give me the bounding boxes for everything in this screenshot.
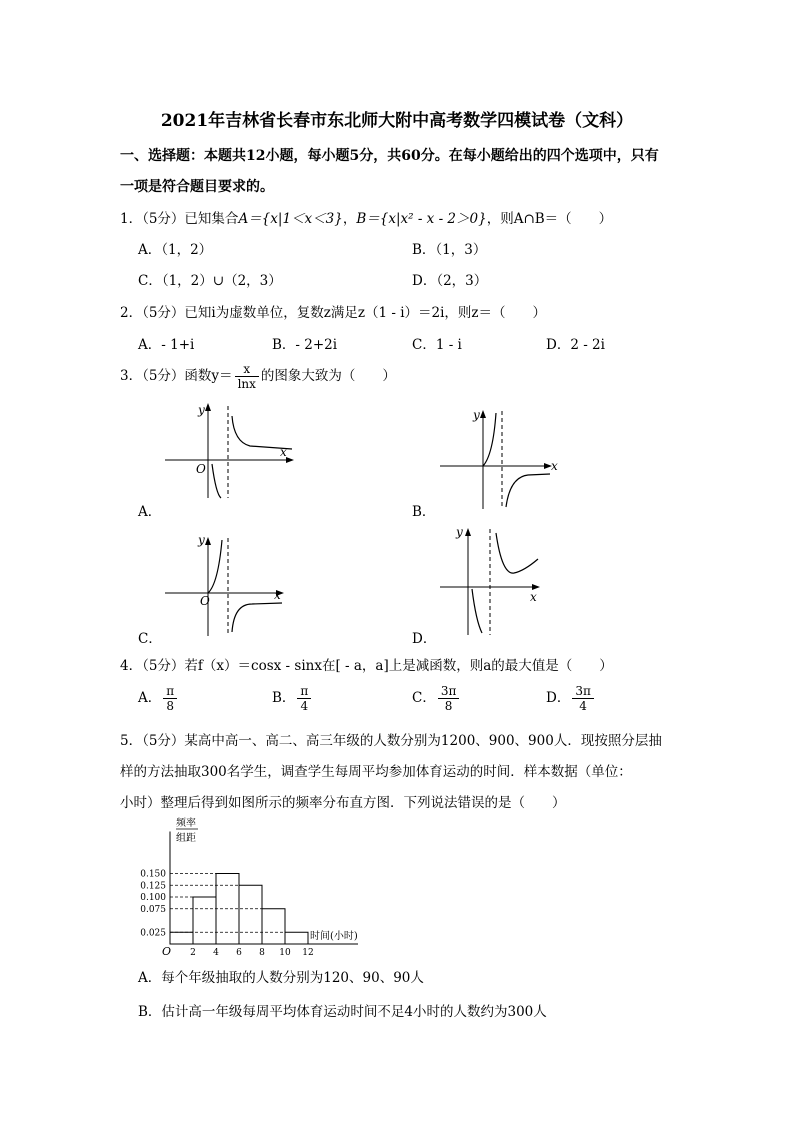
q5-option-b[interactable]: B．估计高一年级每周平均体育运动时间不足4小时的人数约为300人 (138, 1004, 547, 1020)
histogram-x-tick: 4 (213, 948, 219, 958)
q4-option-b-label: B． (272, 690, 296, 706)
q1-option-a[interactable]: A．（1，2） (138, 242, 213, 258)
q4-c-num: 3π (438, 684, 460, 699)
q4-option-c-fraction (438, 684, 460, 713)
q1-option-b[interactable]: B．（1，3） (412, 242, 487, 258)
histogram-y-tick: 0.125 (140, 881, 166, 892)
q3-option-b[interactable]: B． (412, 504, 436, 520)
histogram-bar (262, 909, 285, 944)
q4-option-c[interactable] (412, 684, 461, 713)
histogram-bar (285, 932, 308, 944)
histogram-x-tick: 10 (279, 948, 291, 958)
q3-fraction-num: x (235, 362, 259, 377)
question-4: 4．（5分）若f（x）＝cosx - sinx在[ - a，a]上是减函数，则a的最大值是（ ） (120, 658, 613, 674)
histogram-bar (239, 885, 262, 944)
frequency-histogram (138, 815, 373, 960)
q2-option-b[interactable]: B．- 2+2i (272, 337, 338, 353)
histogram-x-tick: 12 (302, 948, 314, 958)
q3-fraction-den: lnx (237, 377, 256, 391)
q4-option-d-label: D． (546, 690, 571, 706)
q1-option-d[interactable]: D．（2，3） (412, 273, 488, 289)
histogram-x-tick: 8 (259, 948, 265, 958)
question-5-line2: 样的方法抽取300名学生，调查学生每周平均参加体育运动的时间．样本数据（单位： (120, 764, 632, 780)
histogram-x-tick: 6 (236, 948, 242, 958)
q2-option-a[interactable]: A．- 1+i (138, 337, 195, 353)
q3-option-d[interactable]: D． (412, 631, 437, 647)
q2-option-d[interactable]: D．2 - 2i (546, 337, 605, 353)
page-title: 2021年吉林省长春市东北师大附中高考数学四模试卷（文科） (160, 111, 634, 131)
graph-a-y-label: y (198, 403, 205, 417)
section-header-line2: 一项是符合题目要求的。 (120, 179, 274, 195)
q1-prefix: 1．（5分）已知集合 (120, 211, 239, 227)
q4-option-b[interactable] (272, 684, 313, 713)
section-header-line1: 一、选择题：本题共12小题，每小题5分，共60分。在每小题给出的四个选项中，只有 (120, 148, 659, 164)
q3-suffix: 的图象大致为（ ） (260, 368, 396, 384)
histogram-xlabel: 时间(小时) (310, 931, 358, 942)
graph-c-x-label: x (274, 588, 281, 602)
q1-suffix: ，则A∩B＝（ ） (486, 211, 613, 227)
graph-c-origin: O (200, 594, 210, 608)
histogram-y-tick: 0.075 (140, 904, 166, 915)
graph-a-x-label: x (280, 445, 287, 459)
q3-option-c[interactable]: C． (138, 631, 162, 647)
histogram-bar (170, 932, 193, 944)
q4-b-den: 4 (300, 699, 309, 713)
q4-option-a-label: A． (138, 690, 162, 706)
histogram-y-tick: 0.100 (140, 893, 166, 903)
q4-a-den: 8 (166, 699, 175, 713)
q5-option-a[interactable]: A．每个年级抽取的人数分别为120、90、90人 (138, 970, 424, 986)
question-1: 1．（5分）已知集合A＝{x|1＜x＜3}，B＝{x|x² - x - 2＞0}，则A∩B＝（ ） (120, 211, 613, 227)
graph-d-y-label: y (456, 525, 463, 539)
q3-prefix: 3．（5分）函数y＝ (120, 368, 233, 384)
graph-a-origin: O (196, 462, 206, 476)
q1-option-c[interactable]: C．（1，2）∪（2，3） (138, 273, 282, 289)
graph-b-y-label: y (473, 408, 480, 422)
histogram-bar (193, 897, 216, 944)
q4-option-d-fraction (572, 684, 594, 713)
q1-set-a: A＝{x|1＜x＜3} (238, 211, 343, 227)
q4-d-den: 4 (579, 699, 587, 713)
q3-graph-d[interactable] (438, 523, 568, 638)
q4-option-c-label: C． (412, 690, 436, 706)
histogram-x-tick: 2 (190, 948, 196, 958)
q4-a-num: π (163, 684, 177, 699)
q4-option-a-fraction (163, 684, 177, 713)
q4-c-den: 8 (444, 699, 453, 713)
question-2: 2．（5分）已知i为虚数单位，复数z满足z（1 - i）＝2i，则z＝（ ） (120, 305, 547, 321)
histogram-origin: O (162, 945, 172, 958)
question-5-line1: 5．（5分）某高中高一、高二、高三年级的人数分别为1200、900、900人．现按照分层抽 (120, 733, 662, 749)
graph-b-x-label: x (551, 459, 558, 473)
q3-fraction (235, 362, 259, 391)
question-3 (120, 362, 396, 391)
histogram-ylabel-num: 频率 (176, 818, 196, 829)
q4-b-num: π (297, 684, 311, 699)
q3-option-a[interactable]: A． (138, 504, 162, 520)
q4-option-b-fraction (297, 684, 311, 713)
graph-d-x-label: x (530, 590, 537, 604)
histogram-ylabel-den: 组距 (176, 833, 196, 844)
q1-set-b: B＝{x|x² - x - 2＞0} (356, 211, 487, 227)
histogram-y-tick: 0.150 (140, 869, 166, 880)
q2-option-c[interactable]: C．1 - i (412, 337, 462, 353)
q3-graph-b[interactable] (438, 405, 568, 510)
q3-graph-c[interactable] (160, 532, 295, 637)
q4-option-a[interactable] (138, 684, 179, 713)
q4-d-num: 3π (572, 684, 594, 699)
histogram-y-tick: 0.025 (140, 928, 166, 939)
graph-c-y-label: y (198, 533, 205, 547)
q3-graph-a[interactable] (160, 398, 300, 503)
q4-option-d[interactable] (546, 684, 596, 713)
question-5-line3: 小时）整理后得到如图所示的频率分布直方图．下列说法错误的是（ ） (120, 795, 566, 811)
